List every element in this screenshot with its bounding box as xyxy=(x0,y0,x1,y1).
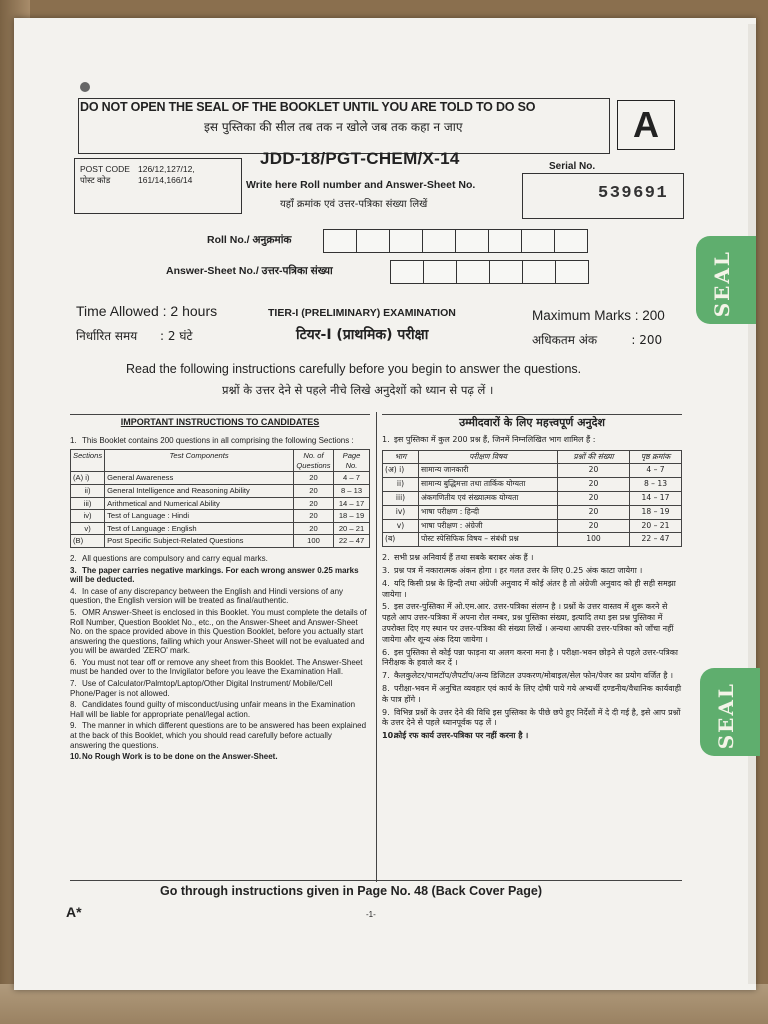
paper-code: JDD-18/PGT-CHEM/X-14 xyxy=(260,149,460,168)
table-row: iv) Test of Language : Hindi 20 18 – 19 xyxy=(71,510,370,523)
serial-number: 539691 xyxy=(598,184,669,203)
instruction-item: 8. Candidates found guilty of misconduct/using unfair means in the Examination Hall will be liable for appropriate penal/legal action. xyxy=(70,700,356,719)
table-row: iii) अंकगणितीय एवं संख्यात्मक योग्यता 20 14 – 17 xyxy=(383,491,682,505)
answer-sheet-label: Answer-Sheet No./ उत्तर-पत्रिका संख्या xyxy=(166,265,333,277)
roll-number-boxes[interactable] xyxy=(324,229,588,253)
roll-digit-box[interactable] xyxy=(455,229,489,253)
roll-number-label: Roll No./ अनुक्रमांक xyxy=(207,234,292,246)
table-row: iii) Arithmetical and Numerical Ability 20 14 – 17 xyxy=(71,497,370,510)
answer-sheet-boxes[interactable] xyxy=(391,260,589,284)
table-row: (अ) i) सामान्य जानकारी 20 4 – 7 xyxy=(383,464,682,478)
post-code-line2: 161/14,166/14 xyxy=(138,175,193,185)
post-code-box xyxy=(74,158,242,214)
divider xyxy=(382,414,682,415)
table-header: पृष्ठ क्रमांक xyxy=(630,450,682,464)
english-heading: IMPORTANT INSTRUCTIONS TO CANDIDATES xyxy=(120,417,320,427)
table-row: ii) General Intelligence and Reasoning Ability 20 8 – 13 xyxy=(71,484,370,497)
roll-instruction-english: Write here Roll number and Answer-Sheet No. xyxy=(246,179,476,191)
page-number: -1- xyxy=(366,910,376,919)
table-header: No. of Questions xyxy=(294,450,334,472)
column-divider xyxy=(376,412,377,882)
instruction-item: 7. कैलकुलेटर/पामटॉप/लैपटॉप/अन्य डिजिटल उपकरण/मोबाइल/सेल फोन/पेजर का प्रयोग वर्जित है । xyxy=(382,671,674,681)
instruction-item: 5. इस उत्तर-पुस्तिका में ओ.एम.आर. उत्तर-पत्रिका संलग्न है । प्रश्नों के उत्तर वास्तव में शुरू करने से पहले आप उत्तर-पत्रिका में अपना रोल नम्बर, प्रश्न पुस्तिका संख्या, इत्यादि तथा इस प्रश्न पुस्तिका में उपरोक्त दिए गए स्थान पर उत्तर-पत्रिका की संख्या लिखें । अन्यथा आपकी उत्तर-पत्रिका को जाँचा नहीं जायेगा और शून्य अंक दिया जायेगा । xyxy=(382,602,674,644)
divider xyxy=(70,880,682,881)
go-through-note: Go through instructions given in Page No. 48 (Back Cover Page) xyxy=(160,884,543,898)
instruction-item: 2. सभी प्रश्न अनिवार्य हैं तथा सबके बराबर अंक हैं । xyxy=(382,553,534,563)
read-instructions-hi: प्रश्नों के उत्तर देने से पहले नीचे लिखे अनुदेशों को ध्यान से पढ़ लें । xyxy=(222,383,494,397)
instruction-item: 4. In case of any discrepancy between the English and Hindi versions of any question, the English version will be treated as final/authentic. xyxy=(70,586,344,606)
instruction-item: 4. यदि किसी प्रश्न के हिन्दी तथा अंग्रेजी अनुवाद में कोई अंतर है तो अंग्रेजी अनुवाद को ही सही समझा जायेगा । xyxy=(382,578,676,599)
table-row: v) भाषा परीक्षण : अंग्रेजी 20 20 – 21 xyxy=(383,519,682,533)
instruction-item: 9. विभिन्न प्रश्नों के उत्तर देने की विधि इस पुस्तिका के पीछे छपे हुए निर्देशों में दे दी गई है, इसे आप प्रश्नों के उत्तर देने से पहले ध्यानपूर्वक पढ़ लें । xyxy=(382,707,681,728)
seal-tab-label: SEAL xyxy=(710,250,734,318)
table-row: (A) i) General Awareness 20 4 – 7 xyxy=(71,472,370,485)
table-header: भाग xyxy=(383,450,419,464)
roll-instruction-hindi: यहाँ क्रमांक एवं उत्तर-पत्रिका संख्या लिखें xyxy=(280,199,428,210)
sections-table-en xyxy=(70,449,370,548)
instruction-item: 1. This Booklet contains 200 questions in all comprising the following Sections : xyxy=(70,435,354,445)
table-row: v) Test of Language : English 20 20 – 21 xyxy=(71,522,370,535)
read-instructions-en: Read the following instructions carefully before you begin to answer the questions. xyxy=(126,362,582,376)
roll-digit-box[interactable] xyxy=(323,229,357,253)
question-booklet-cover xyxy=(14,18,756,990)
time-allowed-en: Time Allowed : 2 hours xyxy=(76,303,218,319)
instruction-item: 10.No Rough Work is to be done on the Answer-Sheet. xyxy=(70,752,278,762)
roll-digit-box[interactable] xyxy=(356,229,390,253)
staple-hole xyxy=(80,82,90,92)
seal-tab-label: SEAL xyxy=(714,682,738,750)
roll-digit-box[interactable] xyxy=(422,229,456,253)
table-row: iv) भाषा परीक्षण : हिन्दी 20 18 – 19 xyxy=(383,505,682,519)
table-header: परीक्षण विषय xyxy=(419,450,558,464)
booklet-series-box: A xyxy=(617,100,675,150)
table-row: ii) सामान्य बुद्धिमत्ता तथा तार्किक योग्यता 20 8 – 13 xyxy=(383,478,682,492)
instruction-item: 6. इस पुस्तिका से कोई पन्ना फाड़ना या अलग करना मना है । परीक्षा-भवन छोड़ने से पहले उत्तर-पत्रिका निरीक्षक के हवाले कर दें । xyxy=(382,647,678,668)
table-header: Page No. xyxy=(334,450,370,472)
seal-notice-english: DO NOT OPEN THE SEAL OF THE BOOKLET UNTIL YOU ARE TOLD TO DO SO xyxy=(80,100,536,114)
background-bottom xyxy=(0,984,768,1024)
answer-digit-box[interactable] xyxy=(390,260,424,284)
table-header: प्रश्नों की संख्या xyxy=(558,450,630,464)
instruction-item: 10.कोई रफ कार्य उत्तर-पत्रिका पर नहीं करना है । xyxy=(382,731,529,741)
instruction-item: 2. All questions are compulsory and carry equal marks. xyxy=(70,553,268,563)
seal-notice-hindi: इस पुस्तिका की सील तब तक न खोले जब तक कहा न जाए xyxy=(204,120,463,134)
instruction-item: 3. The paper carries negative markings. For each wrong answer 0.25 marks will be deducted. xyxy=(70,565,359,585)
time-allowed-hi: निर्धारित समय : 2 घंटे xyxy=(76,329,193,343)
instruction-item: 9. The manner in which different questions are to be answered has been explained at the back of this Booklet, which you should read carefully before actually answering the questions. xyxy=(70,721,367,750)
hindi-heading: उम्मीदवारों के लिए महत्त्वपूर्ण अनुदेश xyxy=(459,416,605,429)
sections-table-hi xyxy=(382,450,682,548)
hindi-instructions xyxy=(382,418,682,744)
seal-tab-bottom[interactable] xyxy=(700,668,760,756)
table-header: Test Components xyxy=(105,450,294,472)
answer-digit-box[interactable] xyxy=(489,260,523,284)
divider xyxy=(70,414,370,415)
instruction-item: 1. इस पुस्तिका में कुल 200 प्रश्न हैं, जिनमें निम्नलिखित भाग शामिल हैं : xyxy=(382,434,596,444)
roll-digit-box[interactable] xyxy=(521,229,555,253)
serial-label: Serial No. xyxy=(549,161,596,172)
max-marks-en: Maximum Marks : 200 xyxy=(532,308,665,323)
roll-digit-box[interactable] xyxy=(389,229,423,253)
roll-digit-box[interactable] xyxy=(488,229,522,253)
post-code-label-hi: पोस्ट कोड xyxy=(80,175,111,185)
roll-digit-box[interactable] xyxy=(554,229,588,253)
answer-digit-box[interactable] xyxy=(555,260,589,284)
instruction-item: 8. परीक्षा-भवन में अनुचित व्यवहार एवं कार्य के लिए दोषी पाये गये अभ्यर्थी दण्डनीय/वैधानिक कार्यवाही के पात्र होंगे । xyxy=(382,683,682,704)
exam-tier-hi: टियर-I (प्राथमिक) परीक्षा xyxy=(296,327,429,343)
post-code-label-en: POST CODE xyxy=(80,164,130,174)
english-instructions xyxy=(70,418,370,764)
answer-digit-box[interactable] xyxy=(456,260,490,284)
instruction-item: 3. प्रश्न पत्र में नकारात्मक अंकन होगा । हर गलत उत्तर के लिए 0.25 अंक काटा जायेगा । xyxy=(382,565,643,575)
table-header: Sections xyxy=(71,450,105,472)
post-code-line1: 126/12,127/12, xyxy=(138,164,195,174)
footer-code: A* xyxy=(66,904,82,920)
instruction-item: 7. Use of Calculator/Palmtop/Laptop/Other Digital Instrument/ Mobile/Cell Phone/Pager is not allowed. xyxy=(70,679,333,698)
answer-digit-box[interactable] xyxy=(423,260,457,284)
instruction-item: 6. You must not tear off or remove any sheet from this Booklet. The Answer-Sheet must be handed over to the Invigilator before you leave the Examination Hall. xyxy=(70,657,363,677)
table-row: (B) Post Specific Subject-Related Questions 100 22 – 47 xyxy=(71,535,370,548)
seal-tab-top[interactable] xyxy=(696,236,756,324)
max-marks-hi: अधिकतम अंक : 200 xyxy=(532,333,663,347)
table-row: (ब) पोस्ट स्पेसिफिक विषय – संबंधी प्रश्न 100 22 – 47 xyxy=(383,533,682,547)
instruction-item: 5. OMR Answer-Sheet is enclosed in this Booklet. You must complete the details of Roll Number, Question Booklet No., etc., on the Answer-Sheet and Answer-Sheet No. on the space provided above in this Question Booklet, before you actually start answering the questions, failing which your Answer-Sheet will not be evaluated and you will be awarded 'ZERO' mark. xyxy=(70,607,367,656)
page-edge xyxy=(748,24,756,984)
answer-digit-box[interactable] xyxy=(522,260,556,284)
exam-tier-en: TIER-I (PRELIMINARY) EXAMINATION xyxy=(268,307,456,319)
